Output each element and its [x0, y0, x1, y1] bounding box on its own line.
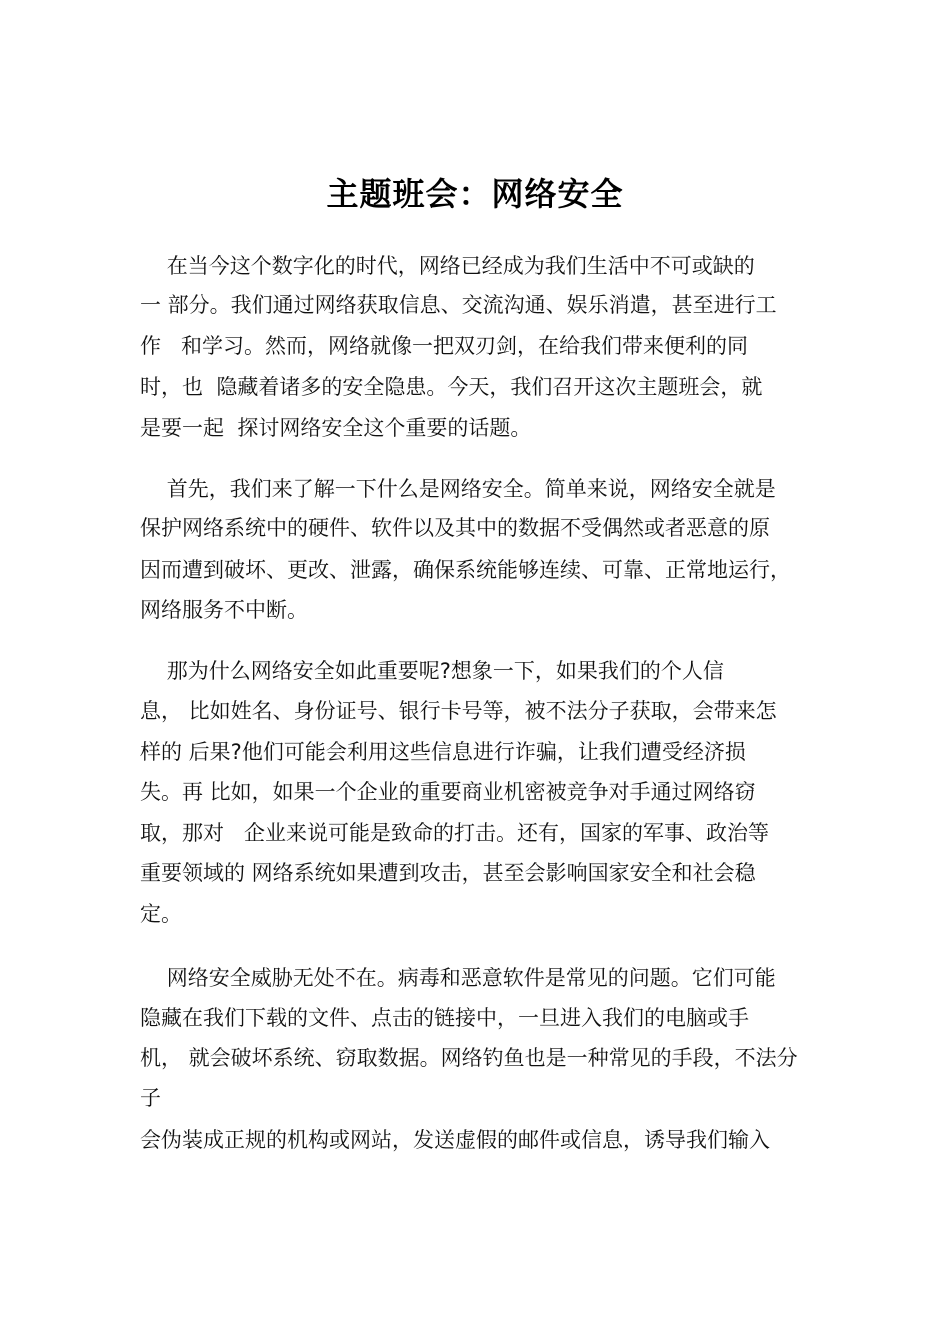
paragraph-line: 取，那对 企业来说可能是致命的打击。还有，国家的军事、政治等: [140, 821, 770, 845]
paragraph-line: 因而遭到破坏、更改、泄露，确保系统能够连续、可靠、正常地运行，: [140, 558, 791, 582]
paragraph-line: 在当今这个数字化的时代，网络已经成为我们生活中不可或缺的: [140, 254, 755, 278]
paragraph-line: 子: [140, 1086, 161, 1110]
paragraph-line: 会伪装成正规的机构或网站，发送虚假的邮件或信息，诱导我们输入: [140, 1128, 770, 1152]
paragraph-line: 作 和学习。然而，网络就像一把双刃剑，在给我们带来便利的同: [140, 334, 749, 358]
paragraph-line: 一 部分。我们通过网络获取信息、交流沟通、娱乐消遣，甚至进行工: [140, 293, 777, 317]
paragraph-line: 网络服务不中断。: [140, 598, 308, 622]
paragraph-line: 隐藏在我们下载的文件、点击的链接中，一旦进入我们的电脑或手: [140, 1006, 749, 1030]
paragraph-line: 是要一起 探讨网络安全这个重要的话题。: [140, 416, 532, 440]
paragraph-line: 那为什么网络安全如此重要呢?想象一下，如果我们的个人信: [140, 659, 724, 683]
paragraph-line: 时，也 隐藏着诸多的安全隐患。今天，我们召开这次主题班会，就: [140, 375, 763, 399]
paragraph-line: 网络安全威胁无处不在。病毒和恶意软件是常见的问题。它们可能: [140, 966, 776, 990]
paragraph-line: 首先，我们来了解一下什么是网络安全。简单来说，网络安全就是: [140, 477, 776, 501]
paragraph-line: 重要领域的 网络系统如果遭到攻击，甚至会影响国家安全和社会稳: [140, 861, 756, 885]
paragraph-line: 失。再 比如，如果一个企业的重要商业机密被竞争对手通过网络窃: [140, 780, 756, 804]
paragraph-line: 样的 后果?他们可能会利用这些信息进行诈骗，让我们遭受经济损: [140, 740, 746, 764]
document-title: 主题班会：网络安全: [326, 175, 624, 213]
paragraph-line: 息， 比如姓名、身份证号、银行卡号等，被不法分子获取，会带来怎: [140, 699, 777, 723]
paragraph-line: 定。: [140, 902, 182, 926]
paragraph-line: 保护网络系统中的硬件、软件以及其中的数据不受偶然或者恶意的原: [140, 516, 770, 540]
paragraph-line: 机， 就会破坏系统、窃取数据。网络钓鱼也是一种常见的手段，不法分: [140, 1046, 798, 1070]
